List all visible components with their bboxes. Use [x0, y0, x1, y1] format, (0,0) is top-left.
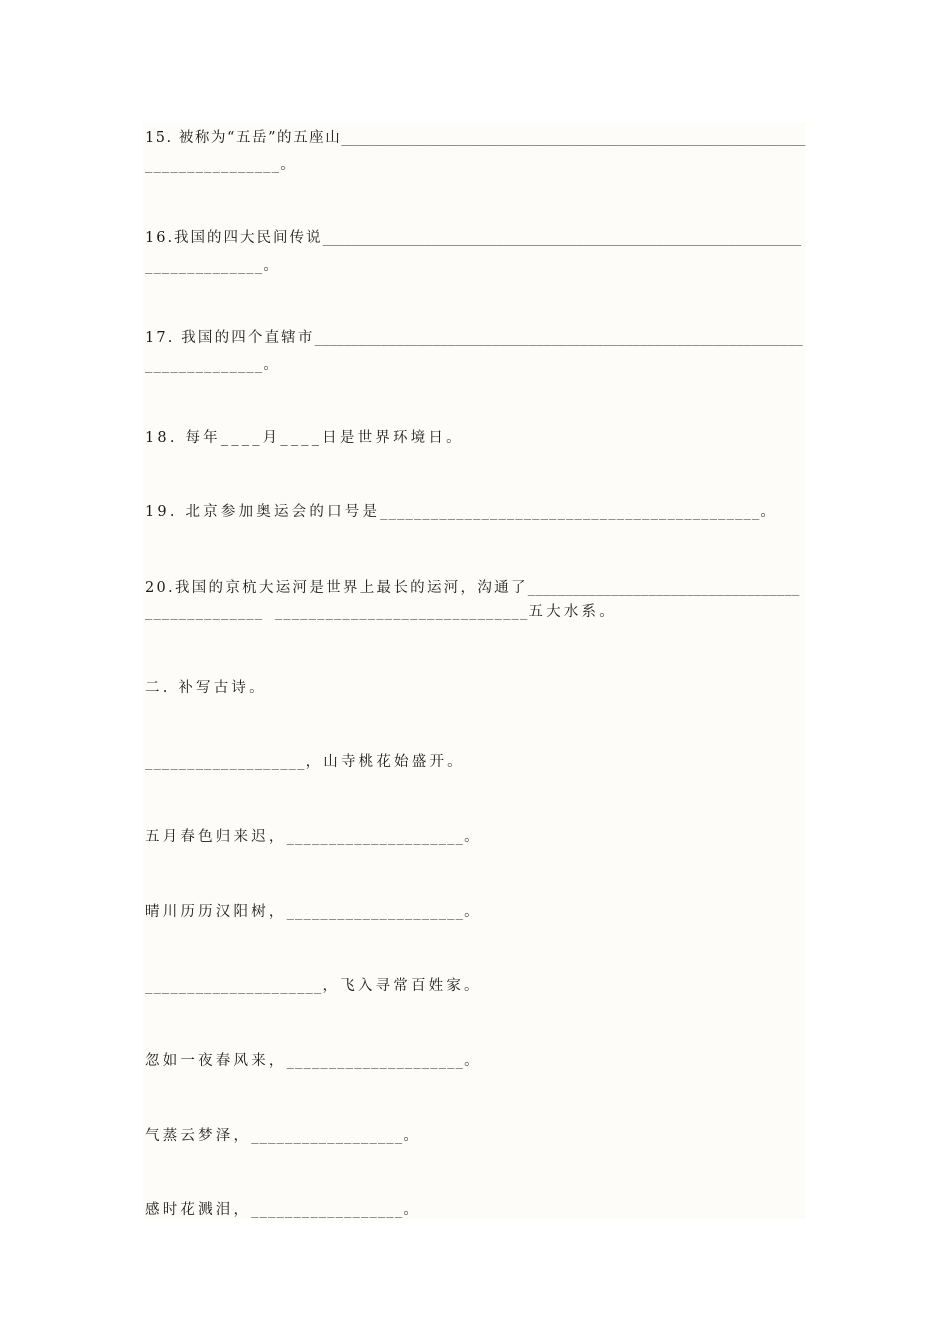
question-20-blank[interactable]: ____________________________________ — [527, 580, 800, 596]
poem-blank-7[interactable]: __________________ — [251, 1202, 404, 1218]
question-16-line2: ______________。 — [145, 258, 282, 274]
question-17-blank-cont[interactable]: ______________ — [145, 357, 264, 373]
question-17-line1 — [145, 328, 803, 348]
poem-blank-2[interactable]: _____________________ — [286, 829, 465, 845]
question-15-text: 15. 被称为“五岳”的五座山 — [145, 130, 342, 146]
poem-line-1: ___________________，山寺桃花始盛开。 — [145, 754, 465, 770]
poem-blank-6[interactable]: __________________ — [251, 1128, 404, 1144]
question-15-line2: ________________。 — [145, 157, 298, 173]
question-17-line2: ______________。 — [145, 357, 282, 373]
question-15-blank[interactable]: ________________________________________________________________ — [341, 130, 806, 146]
poem-blank-4[interactable]: _____________________ — [145, 978, 323, 994]
poem-blank-5[interactable]: _____________________ — [286, 1053, 465, 1069]
question-20-blank-cont[interactable]: ______________ ______________________________ — [145, 604, 529, 620]
poem-line-7: 感时花溅泪，__________________。 — [145, 1202, 422, 1218]
question-16-blank-cont[interactable]: ______________ — [145, 258, 264, 274]
question-17-blank[interactable]: __________________________________________________________________ — [314, 330, 803, 346]
question-19-blank[interactable]: _____________________________________________ — [380, 504, 761, 520]
question-15-line1 — [145, 128, 805, 148]
question-20-line2: ______________ ______________________________五大水系。 — [145, 604, 617, 620]
poem-line-5: 忽如一夜春风来，_____________________。 — [145, 1053, 482, 1069]
question-16-text: 16.我国的四大民间传说 — [145, 230, 323, 246]
poem-blank-3[interactable]: _____________________ — [286, 904, 465, 920]
poem-line-6: 气蒸云梦泽，__________________。 — [145, 1128, 422, 1144]
poem-line-3: 晴川历历汉阳树，_____________________。 — [145, 904, 482, 920]
question-20-text: 20.我国的京杭大运河是世界上最长的运河，沟通了 — [145, 580, 528, 596]
poem-blank-1[interactable]: ___________________ — [145, 754, 306, 770]
question-16-line1 — [145, 228, 801, 248]
poem-line-2: 五月春色归来迟，_____________________。 — [145, 829, 482, 845]
question-19: 19. 北京参加奥运会的口号是_____________________________________________。 — [145, 504, 779, 520]
question-16-blank[interactable]: __________________________________________________________________ — [322, 230, 802, 246]
question-19-text: 19. 北京参加奥运会的口号是 — [145, 504, 381, 520]
question-17-text: 17. 我国的四个直辖市 — [145, 330, 315, 346]
question-18: 18. 每年____月____日是世界环境日。 — [145, 430, 464, 446]
section-2-title: 二. 补写古诗。 — [145, 680, 267, 696]
poem-line-4: _____________________，飞入寻常百姓家。 — [145, 978, 482, 994]
question-15-blank-cont[interactable]: ________________ — [145, 157, 281, 173]
question-20-line1 — [145, 578, 800, 598]
